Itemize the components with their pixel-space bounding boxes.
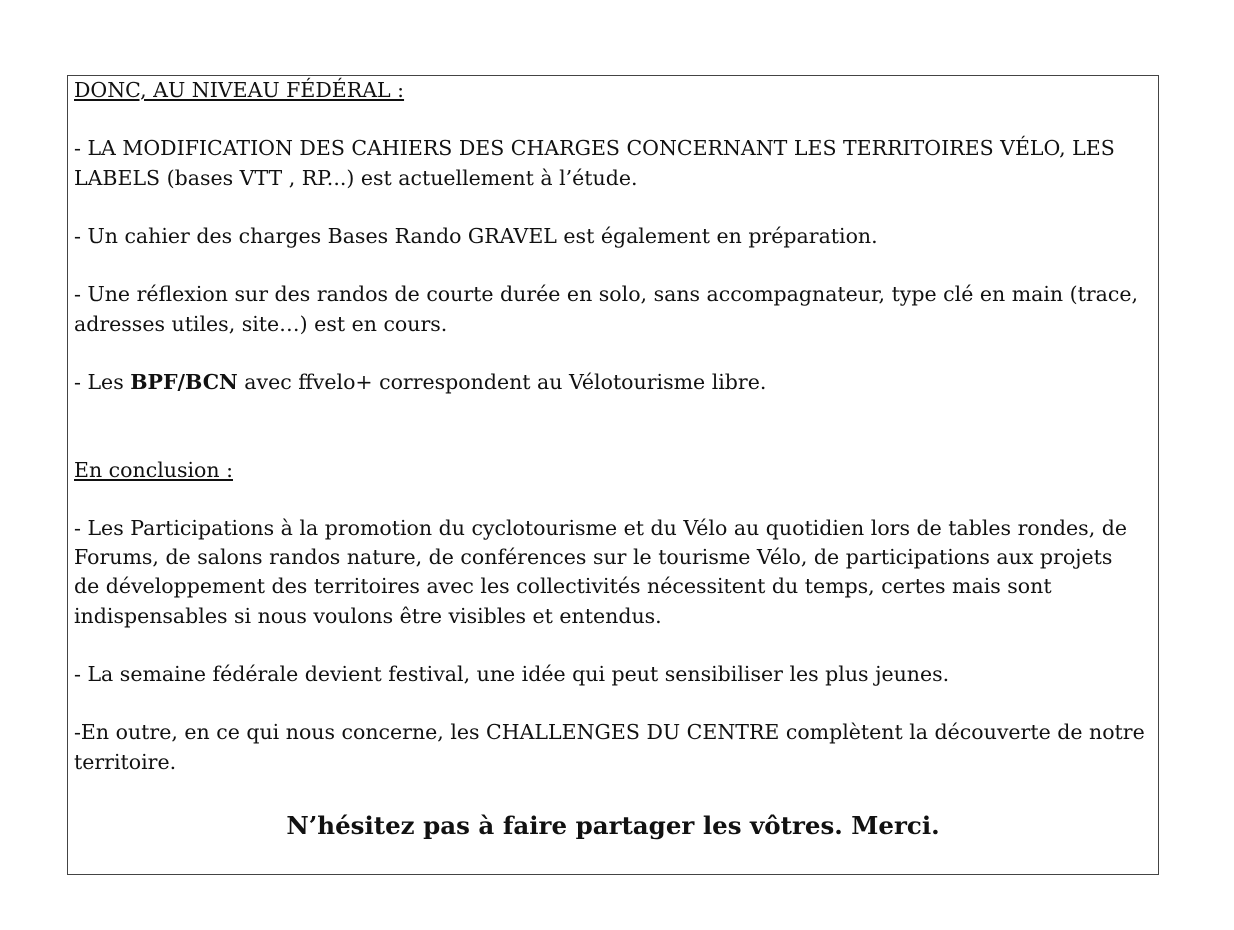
conclusion-item-challenges — [74, 718, 1148, 776]
paragraph-line: indispensables si nous voulons être visibles et entendus. — [74, 603, 662, 628]
paragraph-line: - La semaine fédérale devient festival, une idée qui peut sensibiliser les plus jeunes. — [74, 661, 950, 686]
text-frame — [67, 75, 1159, 875]
federal-item-bpf — [74, 368, 1148, 397]
paragraph-line: - Les Participations à la promotion du cyclotourisme et du Vélo au quotidien lors de tables rondes, de — [74, 515, 1127, 540]
federal-item-gravel — [74, 222, 1148, 251]
bpf-bold: BPF/BCN — [130, 369, 238, 394]
document-body — [74, 76, 1148, 777]
paragraph-line: - LA MODIFICATION DES CAHIERS DES CHARGES CONCERNANT LES TERRITOIRES VÉLO, LES — [74, 136, 1115, 161]
paragraph-line: adresses utiles, site…) est en cours. — [74, 311, 448, 336]
closing-statement: N’hésitez pas à faire partager les vôtres. Merci. — [286, 811, 940, 840]
bpf-suffix: avec ffvelo+ correspondent au Vélotourisme libre. — [237, 369, 767, 394]
federal-heading: DONC, AU NIVEAU FÉDÉRAL : — [74, 78, 405, 102]
paragraph-line: -En outre, en ce qui nous concerne, les CHALLENGES DU CENTRE complètent la découverte de notre — [74, 720, 1145, 745]
paragraph-line: LABELS (bases VTT , RP...) est actuellement à l’étude. — [74, 165, 638, 190]
conclusion-heading: En conclusion : — [74, 457, 233, 482]
paragraph-line: de développement des territoires avec les collectivités nécessitent du temps, certes mais sont — [74, 574, 1052, 599]
federal-item-reflexion — [74, 280, 1148, 338]
bpf-prefix: - Les — [74, 369, 131, 394]
conclusion-item-semaine — [74, 660, 1148, 689]
conclusion-item-participations — [74, 514, 1148, 631]
paragraph-line: Forums, de salons randos nature, de conférences sur le tourisme Vélo, de participations aux projets — [74, 545, 1113, 570]
paragraph-line: - Un cahier des charges Bases Rando GRAVEL est également en préparation. — [74, 223, 878, 248]
paragraph-line: territoire. — [74, 749, 177, 774]
paragraph-line: - Une réflexion sur des randos de courte durée en solo, sans accompagnateur, type clé en main (trace, — [74, 282, 1139, 307]
federal-item-cahiers — [74, 134, 1148, 192]
